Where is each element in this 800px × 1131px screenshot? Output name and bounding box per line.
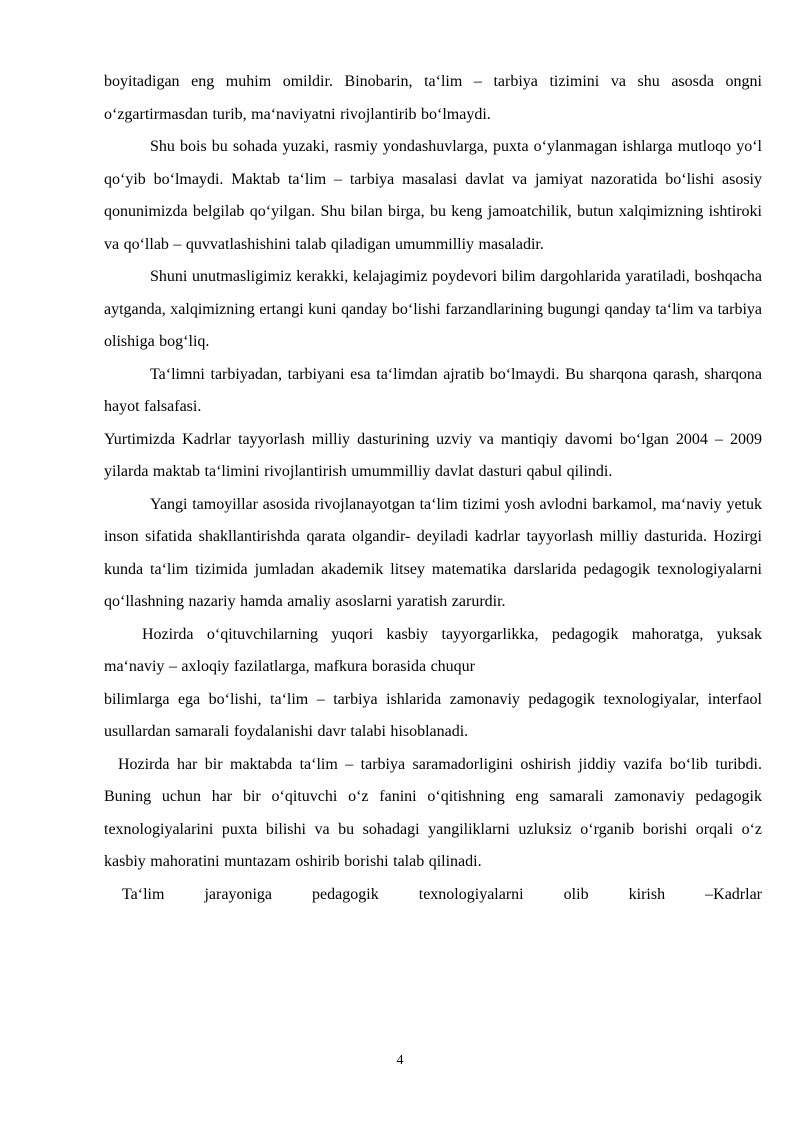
paragraph-4: Ta‘limni tarbiyadan, tarbiyani esa ta‘limdan ajratib bo‘lmaydi. Bu sharqona qarash, sharqona hayot falsafasi. [104,365,762,415]
paragraph-10: Ta‘lim jarayoniga pedagogik texnologiyalarni olib kirish –Kadrlar [122,885,762,903]
paragraph-1: boyitadigan eng muhim omildir. Binobarin, ta‘lim – tarbiya tizimini va shu asosda ongni o‘zgartirmasdan turib, ma‘naviyatni rivojlantirib bo‘lmaydi. [104,73,762,123]
paragraph-3: Shuni unutmasligimiz kerakki, kelajagimiz poydevori bilim dargohlarida yaratiladi, boshqacha aytganda, xalqimizning ertangi kuni qanday bo‘lishi farzandlarining bugungi qanday ta‘lim va tarbiya olishiga bog‘liq. [104,268,762,350]
paragraph-5: Yurtimizda Kadrlar tayyorlash milliy dasturining uzviy va mantiqiy davomi bo‘lgan 2004 – 2009 yilarda maktab ta‘limini rivojlantirish umummilliy davlat dasturi qabul qilindi. [104,430,762,480]
page-number: 4 [396,1053,404,1068]
paragraph-6: Yangi tamoyillar asosida rivojlanayotgan ta‘lim tizimi yosh avlodni barkamol, ma‘naviy yetuk inson sifatida shakllantirishda qarata olgandir- deyiladi kadrlar tayyorlash milliy dasturida. Hozirgi kunda ta‘lim tizimida jumladan akademik litsey matematika darslarida pedagogik texnologiyalarni qo‘llashning nazariy hamda amaliy asoslarni yaratish zarurdir. [104,495,762,610]
body-text [104,66,762,911]
paragraph-8: bilimlarga ega bo‘lishi, ta‘lim – tarbiya ishlarida zamonaviy pedagogik texnologiyalar, interfaol usullardan samarali foydalanishi davr talabi hisoblanadi. [104,690,762,740]
paragraph-2: Shu bois bu sohada yuzaki, rasmiy yondashuvlarga, puxta o‘ylanmagan ishlarga mutloqo yo‘l qo‘yib bo‘lmaydi. Maktab ta‘lim – tarbiya masalasi davlat va jamiyat nazoratida bo‘lishi asosiy qonunimizda belgilab qo‘yilgan. Shu bilan birga, bu keng jamoatchilik, butun xalqimizning ishtiroki va qo‘llab – quvvatlashishini talab qiladigan umummilliy masaladir. [104,138,762,253]
paragraph-9: Hozirda har bir maktabda ta‘lim – tarbiya saramadorligini oshirish jiddiy vazifa bo‘lib turibdi. Buning uchun har bir o‘qituvchi o‘z fanini o‘qitishning eng samarali zamonaviy pedagogik texnologiyalarini puxta bilishi va bu sohadagi yangiliklarni uzluksiz o‘rganib borishi orqali o‘z kasbiy mahoratini muntazam oshirib borishi talab qilinadi. [104,755,762,870]
paragraph-7: Hozirda o‘qituvchilarning yuqori kasbiy tayyorgarlikka, pedagogik mahoratga, yuksak ma‘naviy – axloqiy fazilatlarga, mafkura borasida chuqur [104,625,762,675]
